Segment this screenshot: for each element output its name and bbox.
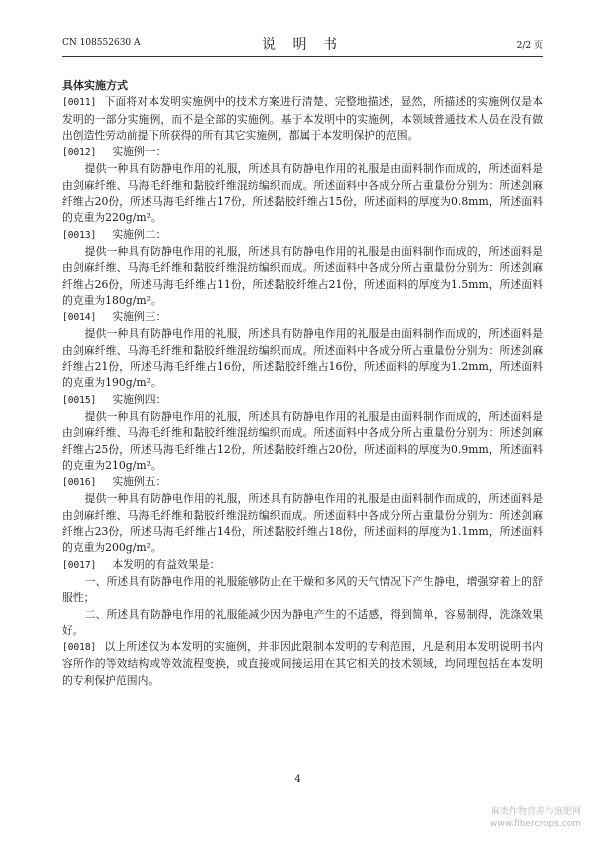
embodiment-label: 实施例二： <box>112 227 167 241</box>
paragraph-number: [0016] <box>62 477 97 489</box>
paragraph-0011 <box>62 94 543 144</box>
document-title: 说 明 书 <box>262 37 343 53</box>
section-title: 具体实施方式 <box>62 79 128 92</box>
paragraph-0013-text: 提供一种具有防静电作用的礼服，所述具有防静电作用的礼服是由面料制作而成的，所述面料是由剑麻纤维、马海毛纤维和黏胶纤维混纺编织而成。所述面料中各成分所占重量份分别为：所述剑麻纤维占26份，所述马海毛纤维占11份，所述黏胶纤维占21份，所述面料的厚度为1.5mm，所述面料的克重为180g/m²。 <box>62 244 543 307</box>
benefit-item-2: 二、所述具有防静电作用的礼服能减少因为静电产生的不适感，得到简单，容易制得，洗涤效果好。 <box>62 607 543 637</box>
paragraph-number: [0015] <box>62 394 97 406</box>
watermark-site-name: 麻类作物营养与施肥网 <box>490 807 581 817</box>
benefits-intro: 本发明的有益效果是： <box>112 557 221 571</box>
paragraph-0012-text: 提供一种具有防静电作用的礼服，所述具有防静电作用的礼服是由面料制作而成的，所述面料是由剑麻纤维、马海毛纤维和黏胶纤维混纺编织而成。所述面料中各成分所占重量份分别为：所述剑麻纤维占20份，所述马海毛纤维占17份，所述黏胶纤维占15份，所述面料的厚度为0.8mm，所述面料的克重为220g/m²。 <box>62 162 543 225</box>
paragraph-0013-heading <box>62 227 543 244</box>
paragraph-0018 <box>62 639 543 689</box>
paragraph-0012-heading <box>62 144 543 161</box>
paragraph-text: 下面将对本发明实施例中的技术方案进行清楚、完整地描述，显然，所描述的实施例仅是本发明的一部分实施例，而不是全部的实施例。基于本发明中的实施例，本领域普通技术人员在没有做出创造性劳动前提下所获得的所有其它实施例，都属于本发明保护的范围。 <box>62 95 543 142</box>
paragraph-0015-text: 提供一种具有防静电作用的礼服，所述具有防静电作用的礼服是由面料制作而成的，所述面料是由剑麻纤维、马海毛纤维和黏胶纤维混纺编织而成。所述面料中各成分所占重量份分别为：所述剑麻纤维占25份，所述马海毛纤维占12份，所述黏胶纤维占20份，所述面料的厚度为0.9mm，所述面料的克重为210g/m²。 <box>62 409 543 472</box>
embodiment-label: 实施例一： <box>112 145 167 159</box>
paragraph-number: [0018] <box>62 642 97 654</box>
paragraph-0016-text: 提供一种具有防静电作用的礼服，所述具有防静电作用的礼服是由面料制作而成的，所述面料是由剑麻纤维、马海毛纤维和黏胶纤维混纺编织而成。所述面料中各成分所占重量份分别为：所述剑麻纤维占23份，所述马海毛纤维占14份，所述黏胶纤维占18份，所述面料的厚度为1.1mm，所述面料的克重为200g/m²。 <box>62 492 543 555</box>
paragraph-number: [0012] <box>62 147 97 159</box>
embodiment-label: 实施例五： <box>112 475 167 489</box>
paragraph-number: [0014] <box>62 312 97 324</box>
paragraph-0016-heading <box>62 474 543 491</box>
embodiment-label: 实施例三： <box>112 310 167 324</box>
paragraph-0017-heading <box>62 557 543 574</box>
page-header <box>62 34 543 57</box>
benefit-item-1: 一、所述具有防静电作用的礼服能够防止在干燥和多风的天气情况下产生静电，增强穿着上的舒服性； <box>62 574 543 605</box>
embodiment-label: 实施例四： <box>112 392 167 406</box>
document-body <box>62 78 543 689</box>
paragraph-number: [0017] <box>62 559 97 571</box>
watermark <box>490 806 581 830</box>
paragraph-0014-text: 提供一种具有防静电作用的礼服，所述具有防静电作用的礼服是由面料制作而成的，所述面料是由剑麻纤维、马海毛纤维和黏胶纤维混纺编织而成。所述面料中各成分所占重量份分别为：所述剑麻纤维占21份，所述马海毛纤维占16份，所述黏胶纤维占16份，所述面料的厚度为1.2mm，所述面料的克重为190g/m²。 <box>62 327 543 390</box>
paragraph-number: [0011] <box>62 97 97 109</box>
paragraph-0015-heading <box>62 392 543 409</box>
watermark-url: www.fibercrops.com <box>490 819 581 829</box>
paragraph-0014-heading <box>62 309 543 326</box>
paragraph-text: 以上所述仅为本发明的实施例，并非因此限制本发明的专利范围，凡是利用本发明说明书内容所作的等效结构或等效流程变换，或直接或间接运用在其它相关的技术领域，均同理包括在本发明的专利保护范围内。 <box>62 640 543 687</box>
paragraph-number: [0013] <box>62 229 97 241</box>
page-info: 2/2 页 <box>516 41 543 51</box>
page-number: 4 <box>294 774 301 785</box>
document-number: CN 108552630 A <box>62 38 141 48</box>
